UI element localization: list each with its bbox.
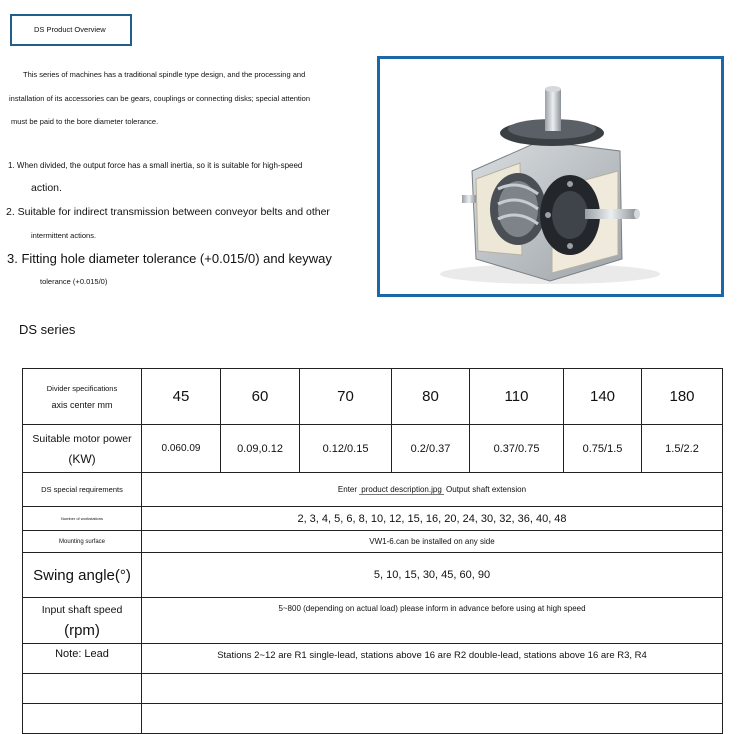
empty-cell (23, 674, 142, 704)
intro-line-1: This series of machines has a traditional spindle type design, and the processing and (23, 70, 306, 79)
motor-label-cell (23, 425, 142, 473)
table-row-lead (23, 644, 723, 674)
size-cell: 45 (142, 369, 221, 425)
spec-label-line-2: axis center mm (51, 399, 113, 410)
size-cell: 180 (642, 369, 723, 425)
table-row-workstations (23, 507, 723, 531)
lead-label-cell: Note: Lead (23, 644, 142, 674)
swing-value-cell: 5, 10, 15, 30, 45, 60, 90 (142, 553, 723, 598)
intro-line-2: installation of its accessories can be gears, couplings or connecting disks; special attention (9, 94, 310, 103)
indexer-illustration (380, 59, 721, 294)
input-speed-label-cell (23, 598, 142, 644)
size-cell: 110 (470, 369, 564, 425)
motor-power-cell: 0.2/0.37 (392, 425, 470, 473)
motor-label-line-1: Suitable motor power (32, 432, 132, 445)
table-row-header (23, 369, 723, 425)
motor-label-line-2: (KW) (68, 451, 96, 466)
motor-power-cell: 0.12/0.15 (300, 425, 392, 473)
size-cell: 60 (221, 369, 300, 425)
table-row-motor (23, 425, 723, 473)
workstations-label-cell: Number of workstations (23, 507, 142, 531)
filename-tooltip: product description.jpg (361, 485, 442, 494)
spec-label-cell (23, 369, 142, 425)
workstations-value-cell: 2, 3, 4, 5, 6, 8, 10, 12, 15, 16, 20, 24, 30, 32, 36, 40, 48 (142, 507, 723, 531)
input-speed-label-line-1: Input shaft speed (41, 603, 123, 616)
point-1-line-1: 1. When divided, the output force has a small inertia, so it is suitable for high-speed (8, 161, 303, 170)
table-row-special (23, 473, 723, 507)
size-cell: 70 (300, 369, 392, 425)
point-2-line-2: intermittent actions. (31, 231, 97, 240)
mounting-label-cell: Mounting surface (23, 531, 142, 553)
motor-power-cell: 0.060.09 (142, 425, 221, 473)
table-row-mounting (23, 531, 723, 553)
input-speed-value-cell: 5~800 (depending on actual load) please inform in advance before using at high speed (142, 598, 723, 644)
point-1-line-2: action. (31, 182, 62, 194)
mounting-value-cell: VW1-6.can be installed on any side (142, 531, 723, 553)
point-2-line-1: 2. Suitable for indirect transmission between conveyor belts and other (6, 206, 330, 218)
special-prefix: Enter (337, 485, 358, 494)
lead-value-cell: Stations 2~12 are R1 single-lead, stations above 16 are R2 double-lead, stations above 16 are R3, R4 (142, 644, 723, 674)
input-speed-label-line-2: (rpm) (64, 621, 100, 639)
point-3-line-1: 3. Fitting hole diameter tolerance (+0.015/0) and keyway (7, 251, 332, 266)
spec-table (22, 368, 723, 734)
special-value-cell (142, 473, 723, 507)
product-photo (377, 56, 724, 297)
special-value: Output shaft extension (446, 485, 527, 494)
table-row-input-speed (23, 598, 723, 644)
size-cell: 140 (564, 369, 642, 425)
motor-power-cell: 1.5/2.2 (642, 425, 723, 473)
motor-power-cell: 0.37/0.75 (470, 425, 564, 473)
empty-cell (142, 704, 723, 734)
motor-power-cell: 0.75/1.5 (564, 425, 642, 473)
table-row-empty (23, 704, 723, 734)
special-label-cell: DS special requirements (23, 473, 142, 507)
overview-title: DS Product Overview (10, 14, 132, 46)
table-row-swing (23, 553, 723, 598)
empty-cell (142, 674, 723, 704)
empty-cell (23, 704, 142, 734)
spec-label-line-1: Divider specifications (46, 383, 118, 393)
series-title: DS series (19, 322, 76, 337)
point-3-line-2: tolerance (+0.015/0) (40, 277, 108, 286)
intro-line-3: must be paid to the bore diameter tolerance. (11, 117, 159, 126)
motor-power-cell: 0.09,0.12 (221, 425, 300, 473)
swing-label-cell: Swing angle(°) (23, 553, 142, 598)
size-cell: 80 (392, 369, 470, 425)
table-row-empty (23, 674, 723, 704)
